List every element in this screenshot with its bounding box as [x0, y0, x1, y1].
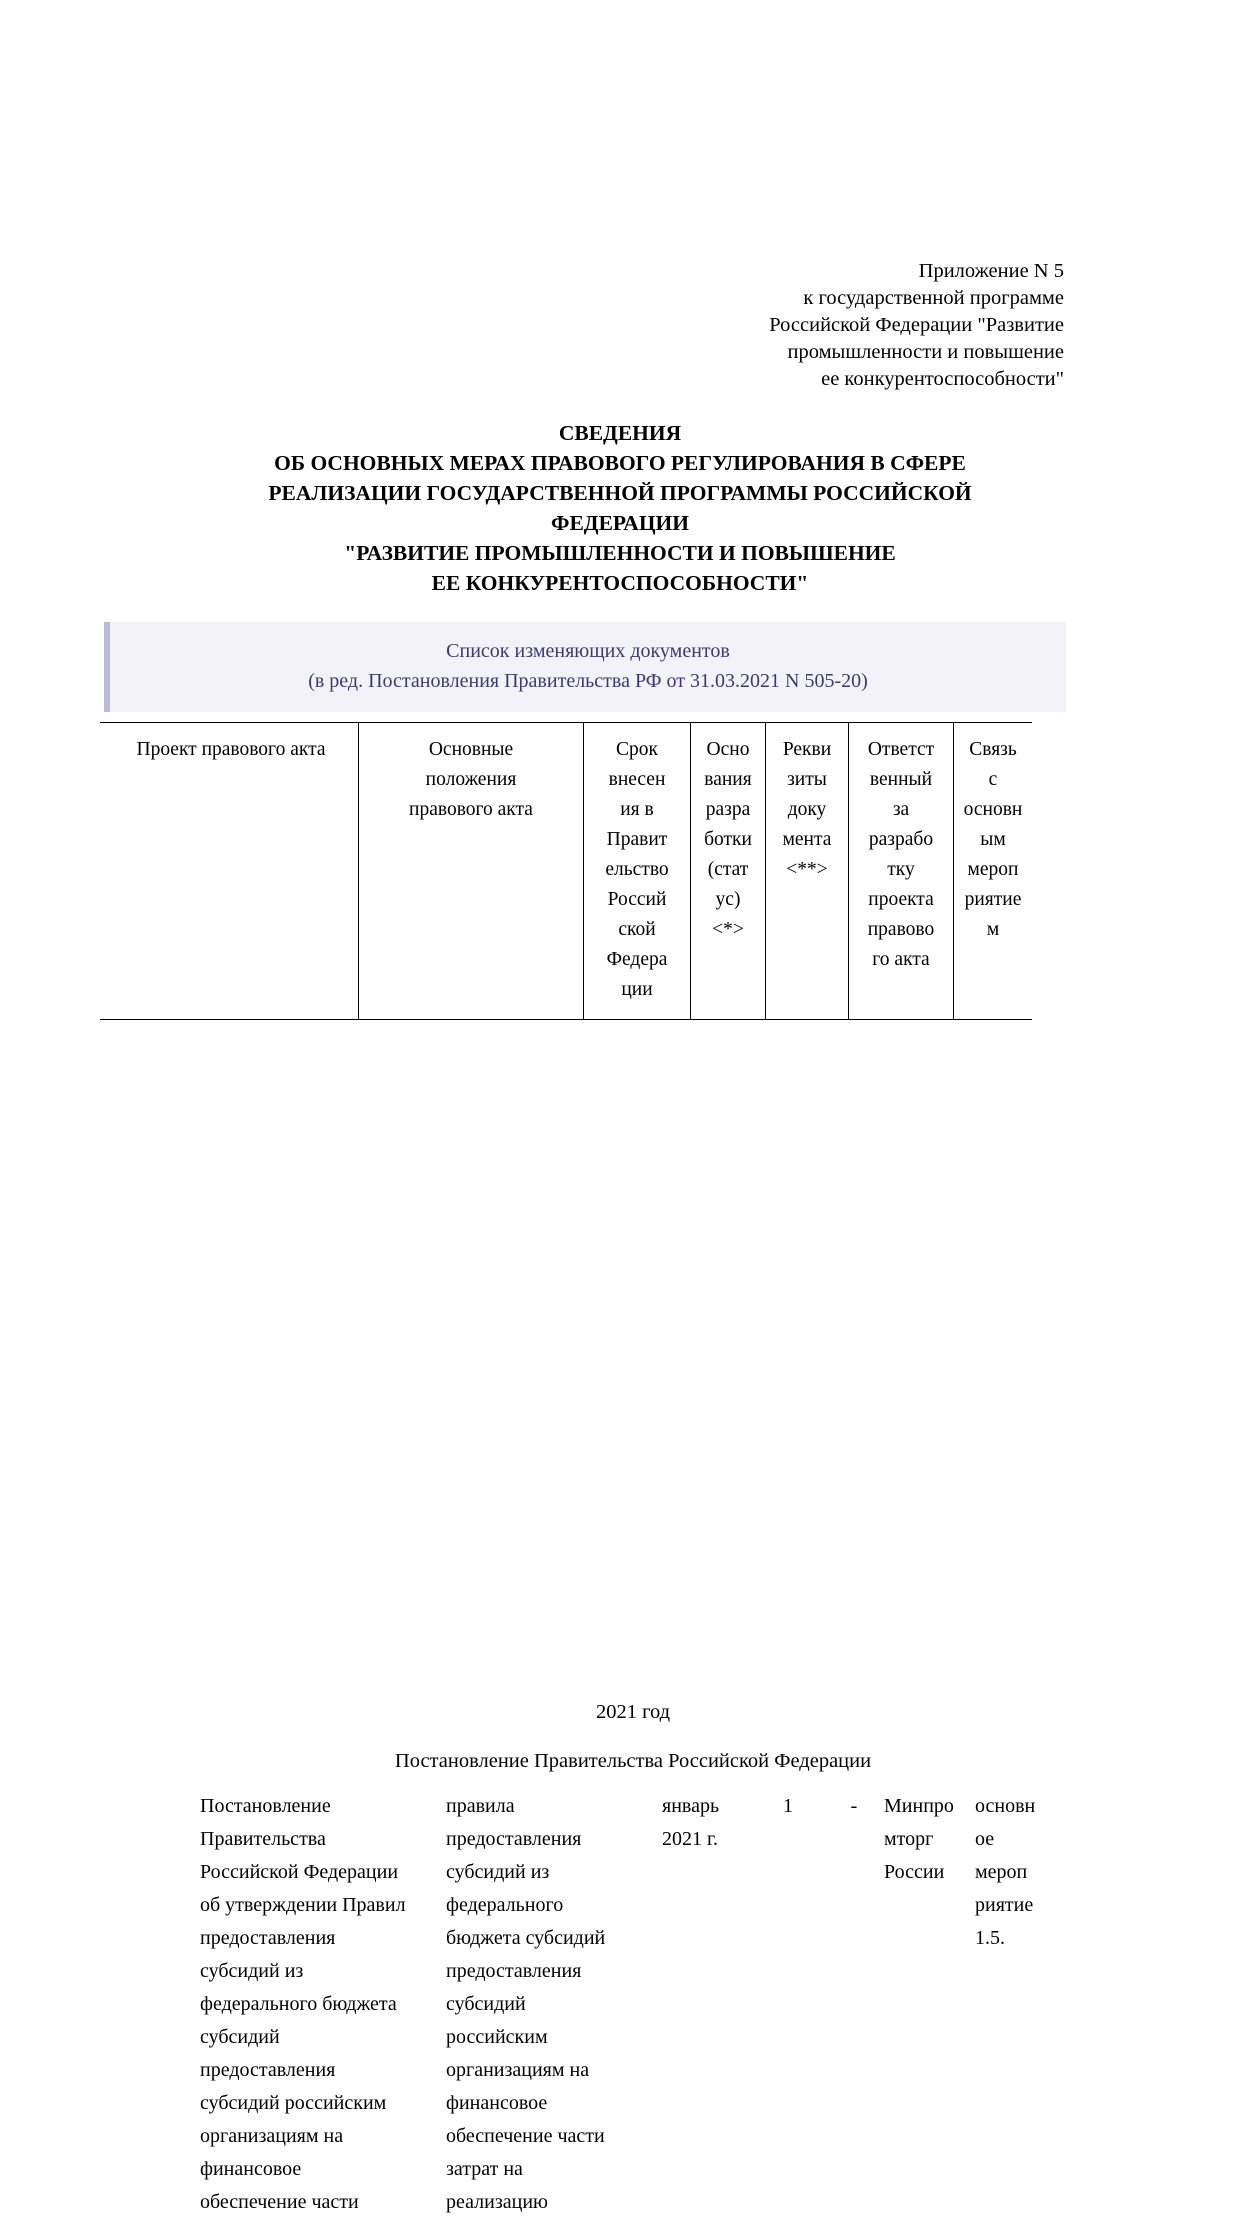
- cell-responsible-party: Минпро мторг России: [884, 1795, 954, 1883]
- appendix-reference-line: к государственной программе: [803, 287, 1064, 309]
- appendix-reference-line: Российской Федерации "Развитие: [769, 314, 1064, 336]
- column-header-main-provisions: Основные положения правового акта: [359, 723, 584, 1020]
- cell-submission-deadline: январь 2021 г.: [662, 1795, 720, 1850]
- page-title-line: ФЕДЕРАЦИИ: [550, 511, 690, 535]
- cell-draft-act: Постановление Правительства Российской Федерации об утверждении Правил предоставления субсидий из федерального бюджета субсидий предоставления субсидий российским организациям на финансовое обеспечение части: [200, 1795, 406, 2213]
- section-heading-year: 2021 год: [595, 1701, 671, 1723]
- page-title-line: "РАЗВИТИЕ ПРОМЫШЛЕННОСТИ И ПОВЫШЕНИЕ: [344, 541, 896, 565]
- column-header-related-measure: Связь с основн ым мероп риятие м: [954, 723, 1033, 1020]
- column-header-draft-act: Проект правового акта: [100, 723, 359, 1020]
- page-title-line: ЕЕ КОНКУРЕНТОСПОСОБНОСТИ": [431, 571, 809, 595]
- section-heading-act-type: Постановление Правительства Российской Федерации: [394, 1750, 872, 1772]
- amending-documents-heading: Список изменяющих документов: [446, 640, 730, 662]
- page-title-line: РЕАЛИЗАЦИИ ГОСУДАРСТВЕННОЙ ПРОГРАММЫ РОССИЙСКОЙ: [268, 481, 972, 505]
- column-header-responsible-party: Ответст венный за разрабо тку проекта правово го акта: [849, 723, 954, 1020]
- column-header-document-details: Рекви зиты доку мента <**>: [766, 723, 849, 1020]
- page-title-line: СВЕДЕНИЯ: [558, 421, 682, 445]
- regulation-table: [100, 722, 1032, 1020]
- appendix-reference-line: ее конкурентоспособности": [821, 368, 1064, 390]
- cell-document-details: -: [850, 1795, 858, 1817]
- amending-documents-note: [104, 622, 1066, 712]
- table-header-row: [100, 723, 1032, 1020]
- table-row: [200, 1790, 1066, 2213]
- table-header: [100, 723, 1032, 1020]
- amending-documents-revision: (в ред. Постановления Правительства РФ от 31.03.2021 N 505-20): [308, 670, 868, 692]
- cell-development-basis: 1: [783, 1795, 793, 1817]
- appendix-reference-line: Приложение N 5: [918, 260, 1064, 282]
- appendix-reference-line: промышленности и повышение: [787, 341, 1064, 363]
- page-title: [100, 418, 1140, 598]
- appendix-reference: [644, 258, 1064, 393]
- page-title-line: ОБ ОСНОВНЫХ МЕРАХ ПРАВОВОГО РЕГУЛИРОВАНИЯ В СФЕРЕ: [274, 451, 966, 475]
- cell-main-provisions: правила предоставления субсидий из федерального бюджета субсидий предоставления субсидий российским организациям на финансовое обеспечение части затрат на реализацию: [446, 1795, 606, 2213]
- column-header-submission-deadline: Срок внесен ия в Правит ельство Россий ской Федера ции: [584, 723, 691, 1020]
- cell-related-measure: основн ое мероп риятие 1.5.: [975, 1795, 1036, 1949]
- column-header-development-basis: Осно вания разра ботки (стат ус) <*>: [691, 723, 766, 1020]
- regulation-table-wrapper: [100, 722, 1036, 2213]
